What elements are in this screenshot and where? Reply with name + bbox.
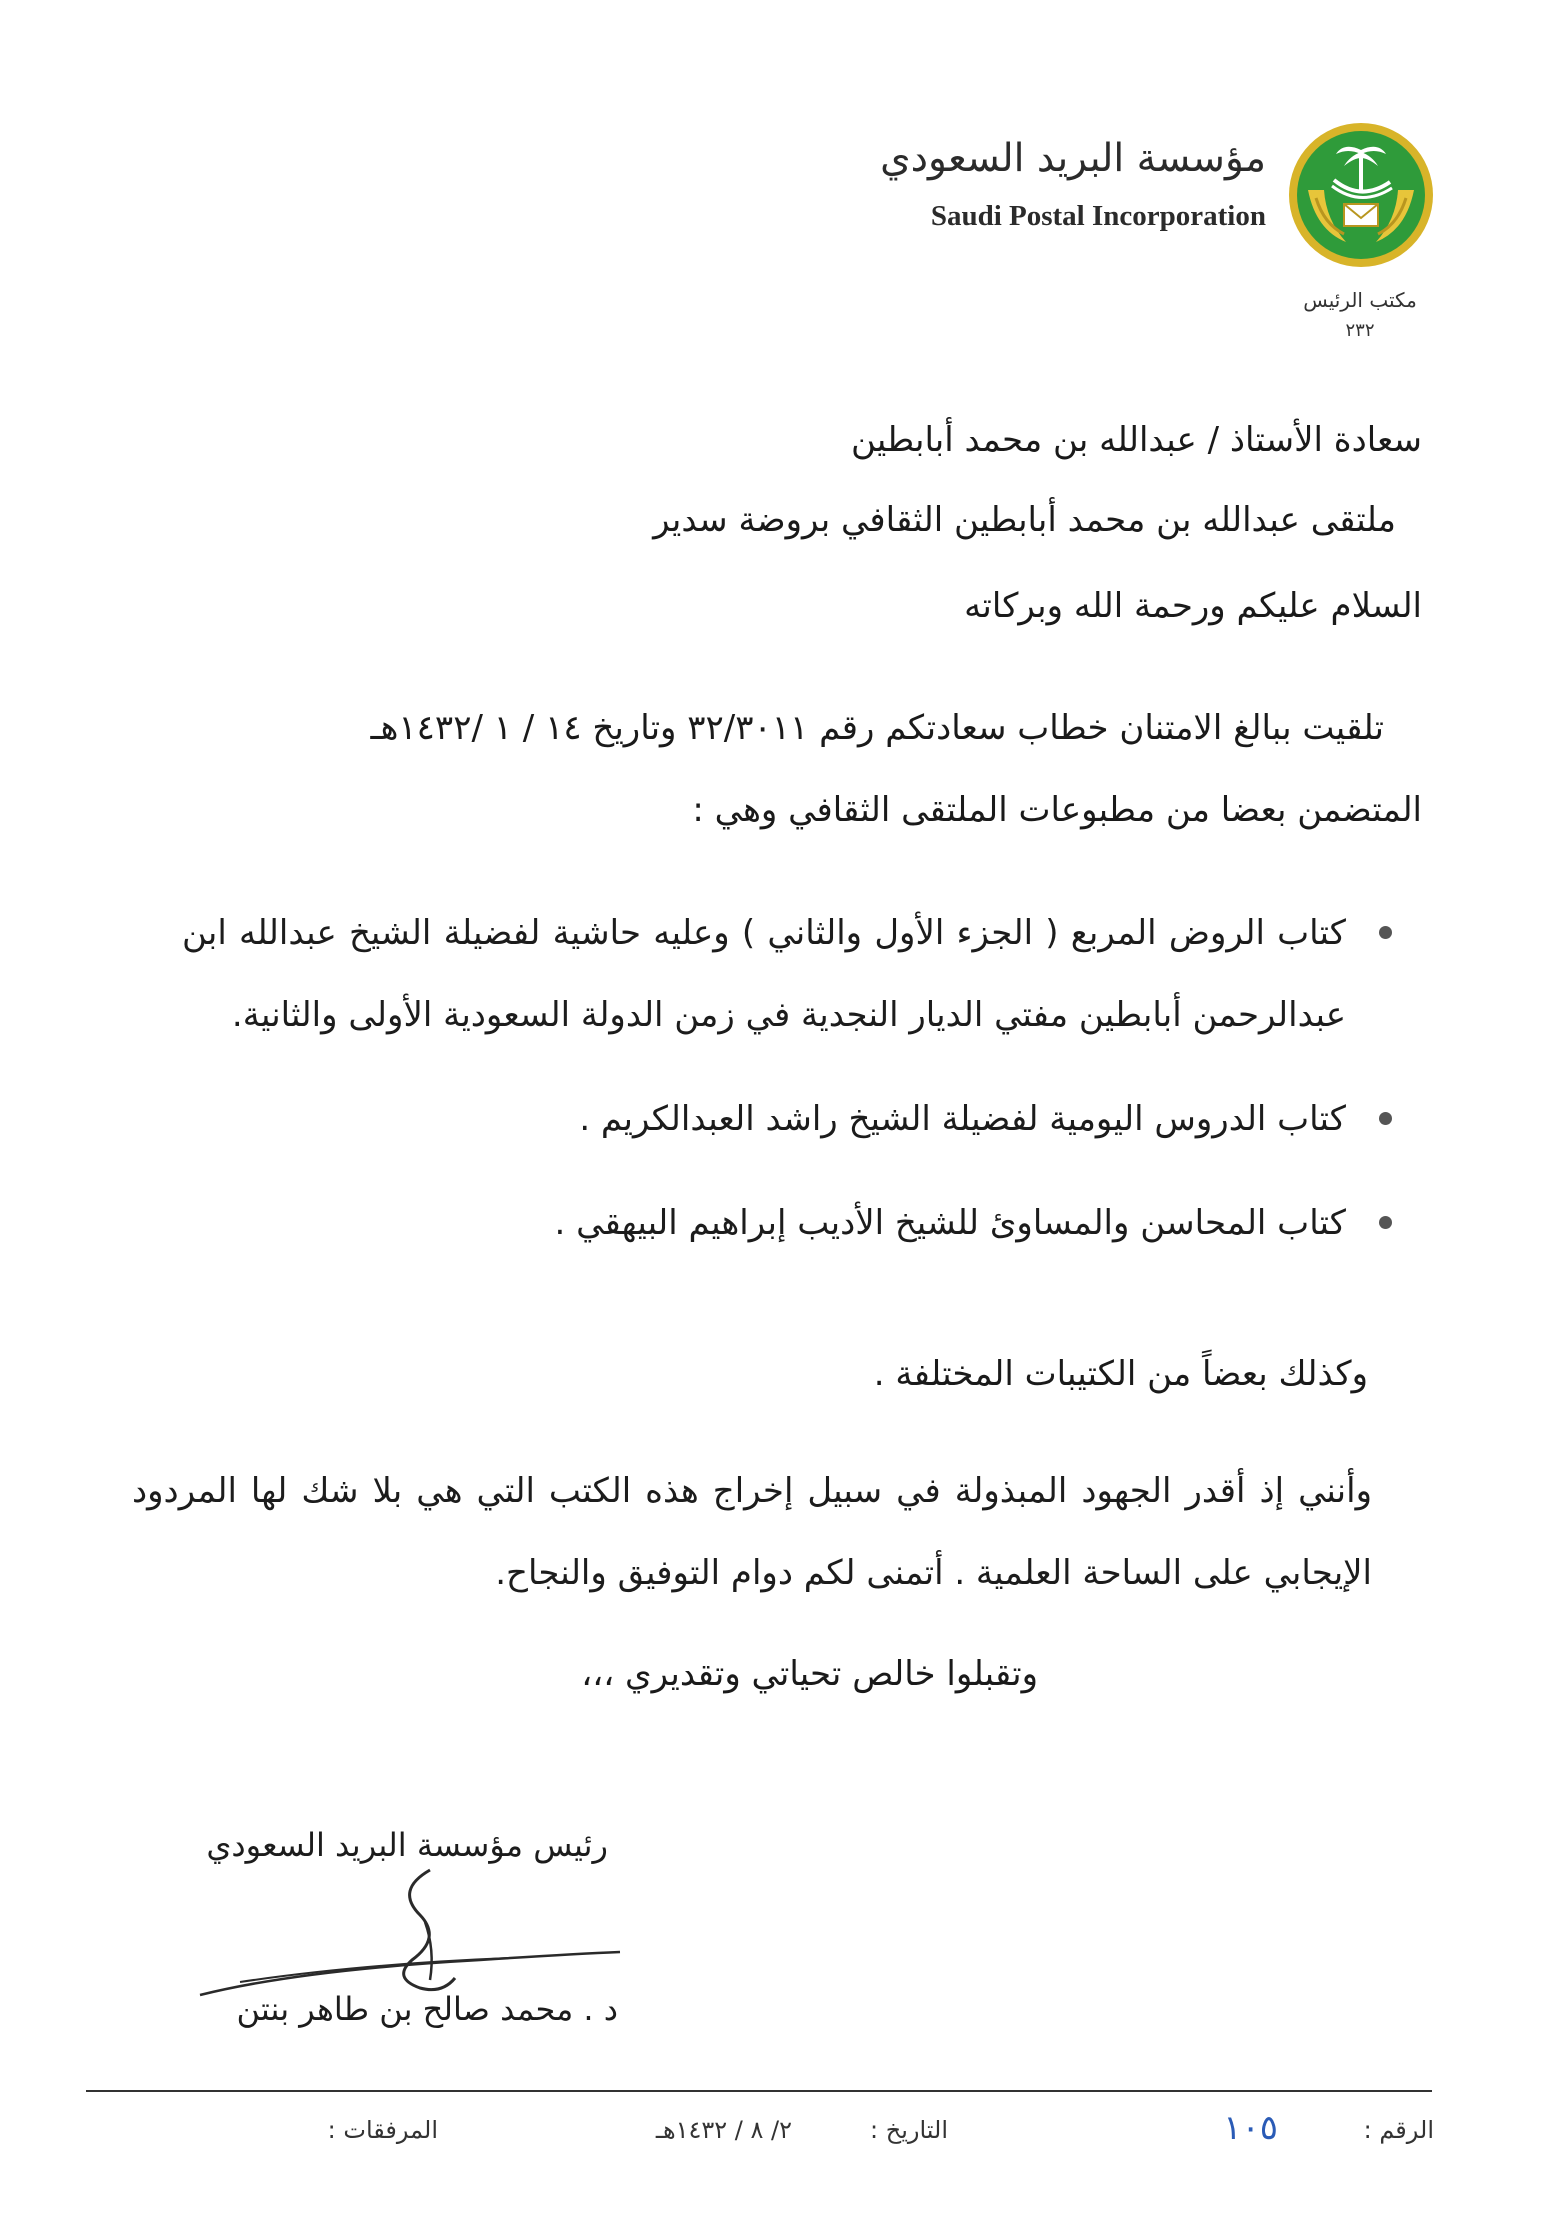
number-label: الرقم : [1363,2116,1434,2144]
closing-line: وتقبلوا خالص تحياتي وتقديري ،،، [581,1654,1038,1694]
number-value: ١٠٥ [1223,2108,1278,2148]
org-name-english: Saudi Postal Incorporation [930,200,1266,232]
date-value: ٢/ ٨ / ١٤٣٢هـ [655,2116,792,2144]
list-item [182,1078,1422,1160]
bullet-icon [1379,1216,1392,1229]
books-list [182,892,1422,1264]
org-name-arabic: مؤسسة البريد السعودي [880,136,1266,181]
appreciation-paragraph: وأنني إذ أقدر الجهود المبذولة في سبيل إخراج هذه الكتب التي هي بلا شك لها المردود الإيجابي على الساحة العلمية . أتمنى لكم دوام التوفيق والنجاح. [132,1471,1372,1593]
attachments-label: المرفقات : [327,2116,438,2144]
intro-line-1: تلقيت ببالغ الامتنان خطاب سعادتكم رقم ٣٢/٣٠١١ وتاريخ ١٤ / ١ /١٤٣٢هـ [370,708,1384,748]
intro-line-2: المتضمن بعضا من مطبوعات الملتقى الثقافي وهي : [692,790,1422,830]
office-number: ٢٣٢ [1345,320,1375,341]
list-item-text: كتاب الروض المربع ( الجزء الأول والثاني ) وعليه حاشية لفضيلة الشيخ عبدالله ابن عبدالرحمن أبابطين مفتي الديار النجدية في زمن الدولة السعودية الأولى والثانية. [182,913,1346,1035]
list-item [182,892,1422,1056]
list-item [182,1182,1422,1264]
bullet-icon [1379,1112,1392,1125]
greeting: السلام عليكم ورحمة الله وبركاته [964,586,1422,626]
date-label: التاريخ : [869,2116,948,2144]
office-label: مكتب الرئيس [1303,288,1417,312]
list-item-text: كتاب الدروس اليومية لفضيلة الشيخ راشد العبدالكريم . [579,1099,1346,1139]
recipient-line-1: سعادة الأستاذ / عبدالله بن محمد أبابطين [850,420,1422,460]
recipient-line-2: ملتقى عبدالله بن محمد أبابطين الثقافي بروضة سدير [653,500,1396,540]
saudi-post-logo-icon [1286,120,1436,270]
signatory-title: رئيس مؤسسة البريد السعودي [206,1826,608,1864]
signatory-name: د . محمد صالح بن طاهر بنتن [236,1990,618,2028]
also-line: وكذلك بعضاً من الكتيبات المختلفة . [873,1354,1368,1394]
footer-divider [86,2090,1432,2092]
bullet-icon [1379,926,1392,939]
list-item-text: كتاب المحاسن والمساوئ للشيخ الأديب إبراهيم البيهقي . [554,1203,1346,1243]
handwritten-signature-icon [180,1860,640,2010]
